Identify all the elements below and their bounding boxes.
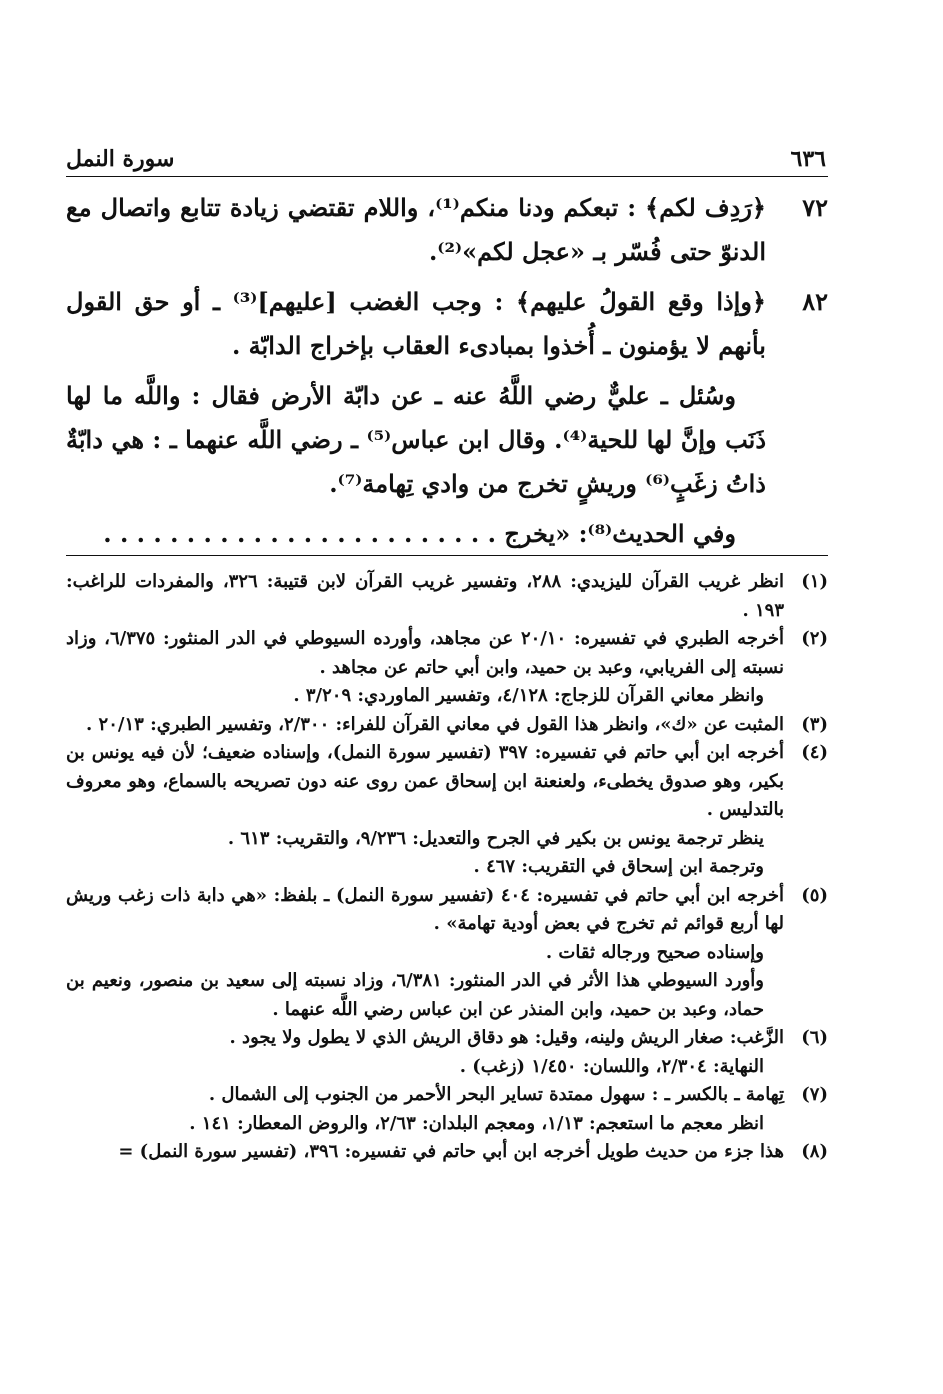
footnote-number: (٣)	[801, 713, 828, 735]
header-rule	[66, 176, 828, 177]
page-header	[66, 138, 826, 172]
footnote-number: (٧)	[801, 1084, 828, 1105]
footnote	[66, 739, 828, 882]
verse-entry	[66, 280, 828, 368]
footnote-line: هذا جزء من حديث طويل أخرجه ابن أبي حاتم في تفسيره: ٣٩٦، (تفسير سورة النمل) =	[118, 1141, 784, 1162]
footnote	[66, 711, 828, 740]
footnote-number: (٨)	[801, 1141, 828, 1162]
footnote-number: (٤)	[801, 742, 828, 763]
footnote	[66, 1138, 828, 1167]
verse-commentary: ﴿وإذا وقع القولُ عليهم﴾ : وجب الغضب [عليهم]⁽³⁾ ـ أو حق القول بأنهم لا يؤمنون ـ أُخذوا بمبادىء العقاب بإخراج الدابّة .	[66, 287, 766, 360]
footnote-line: تِهامة ـ بالكسر ـ : سهول ممتدة تساير البحر الأحمر من الجنوب إلى الشمال .	[208, 1084, 784, 1105]
footnote-number: (١)	[801, 571, 828, 592]
verse-number: ٨٢	[802, 287, 828, 316]
page-number: ٦٣٦	[790, 146, 826, 172]
verse-entry	[66, 186, 828, 274]
footnote-line: أخرجه ابن أبي حاتم في تفسيره: ٣٩٧ (تفسير سورة النمل)، وإسناده ضعيف؛ لأن فيه يونس بن بكير، وهو صدوق يخطىء، ولعنعنة ابن إسحاق عمن روى عنه دون تصريحه بالسماع، وهو معروف بالتدليس .	[66, 742, 785, 820]
footnote-line: وإسناده صحيح ورجاله ثقات .	[545, 941, 764, 963]
verse-number: ٧٢	[802, 193, 828, 222]
footnote-line: وانظر معاني القرآن للزجاج: ٤/١٢٨، وتفسير الماوردي: ٣/٢٠٩ .	[293, 685, 764, 706]
body-paragraph: وسُئل ـ عليٌّ رضي اللَّهُ عنه ـ عن دابّة الأرض فقال : واللَّه ما لها ذَنَب وإنَّ لها للحية⁽⁴⁾. وقال ابن عباس⁽⁵⁾ ـ رضي اللَّه عنهما ـ : هي دابّةٌ ذاتُ زغَبٍ⁽⁶⁾ وريشٍ تخرج من وادي تِهامة⁽⁷⁾.	[66, 381, 767, 498]
footnote-line: وأورد السيوطي هذا الأثر في الدر المنثور: ٦/٣٨١، وزاد نسبته إلى سعيد بن منصور، ونعيم بن حماد، وعبد بن حميد، وابن المنذر عن ابن عباس رضي اللَّه عنهما .	[66, 970, 765, 1020]
footnote-number: (٥)	[801, 884, 828, 906]
footnote	[66, 1024, 828, 1081]
footnote-number: (٢)	[801, 628, 828, 649]
footnote-line: ينظر ترجمة يونس بن بكير في الجرح والتعديل: ٩/٢٣٦، والتقريب: ٦١٣ .	[227, 827, 764, 849]
footnote-line: وترجمة ابن إسحاق في التقريب: ٤٦٧ .	[473, 856, 764, 877]
footnote-separator	[66, 555, 828, 556]
footnote-line: أخرجه ابن أبي حاتم في تفسيره: ٤٠٤ (تفسير سورة النمل) ـ بلفظ: «هي دابة ذات زغب وريش لها أربع قوائم ثم تخرج في بعض أودية تهامة» .	[66, 884, 785, 934]
footnote	[66, 568, 828, 625]
footnote-line: النهاية: ٢/٣٠٤، واللسان: ١/٤٥٠ (زغب) .	[459, 1055, 764, 1077]
footnote-number: (٦)	[801, 1027, 828, 1048]
chapter-title: سورة النمل	[66, 146, 175, 172]
main-text	[66, 186, 828, 556]
footnote-line: المثبت عن «ك»، وانظر هذا القول في معاني القرآن للفراء: ٢/٣٠٠، وتفسير الطبري: ٢٠/١٣ .	[86, 713, 784, 735]
footnotes	[66, 568, 828, 1167]
footnote-line: الزَّغب: صغار الريش ولينه، وقيل: هو دقاق الريش الذي لا يطول ولا يجود .	[229, 1027, 784, 1048]
footnote-line: أخرجه الطبري في تفسيره: ٢٠/١٠ عن مجاهد، وأورده السيوطي في الدر المنثور: ٦/٣٧٥، وزاد نسبته إلى الفريابي، وعبد بن حميد، وابن أبي حاتم عن مجاهد .	[66, 628, 785, 678]
footnote	[66, 625, 828, 711]
footnote	[66, 882, 828, 1025]
body-paragraph: وفي الحديث⁽⁸⁾: «يخرج . . . . . . . . . . . . . . . . . . . . . . . .	[103, 519, 736, 548]
footnote-line: انظر معجم ما استعجم: ١/١٣، ومعجم البلدان: ٢/٦٣، والروض المعطار: ١٤١ .	[189, 1112, 764, 1134]
verse-commentary: ﴿رَدِف لكم﴾ : تبعكم ودنا منكم⁽¹⁾، واللام تقتضي زيادة تتابع واتصال مع الدنوّ حتى فُسّر بـ «عجل لكم»⁽²⁾.	[66, 193, 766, 266]
footnote-line: انظر غريب القرآن لليزيدي: ٢٨٨، وتفسير غريب القرآن لابن قتيبة: ٣٢٦، والمفردات للراغب: ١٩٣ .	[66, 571, 784, 621]
footnote	[66, 1081, 828, 1138]
